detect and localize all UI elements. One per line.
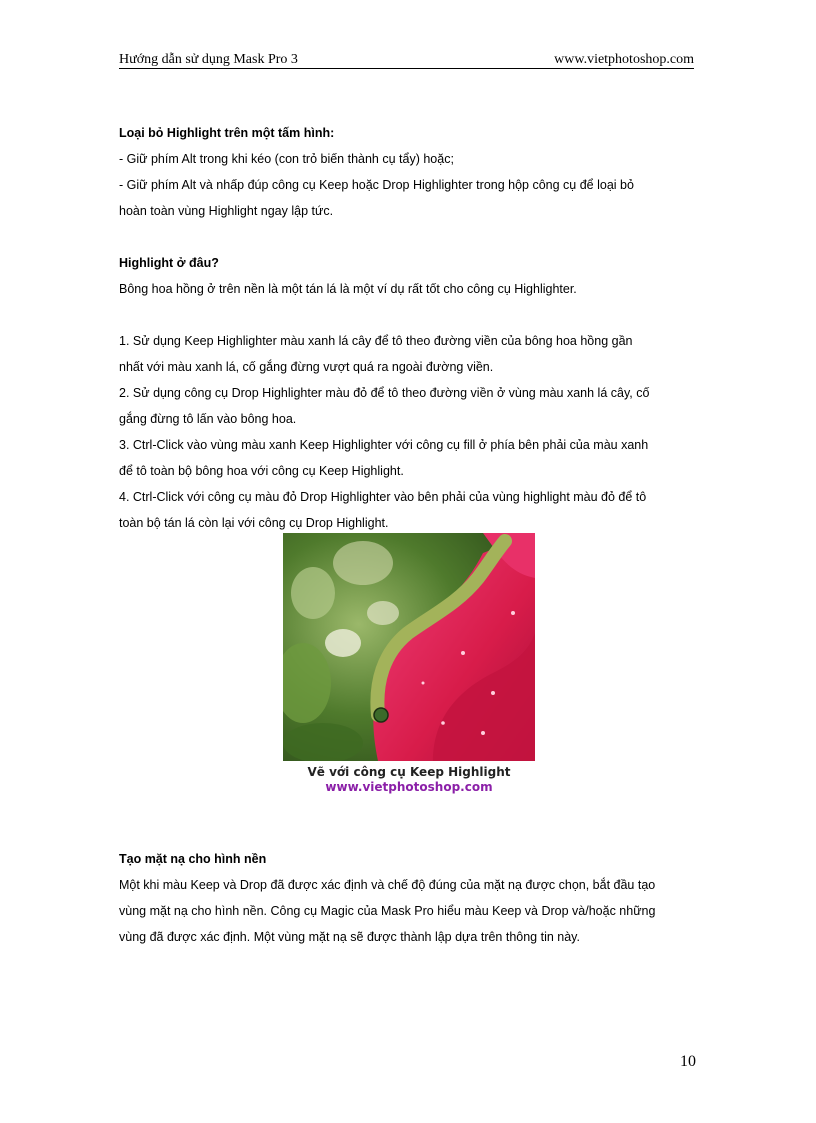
- step-line: 1. Sử dụng Keep Highlighter màu xanh lá cây để tô theo đường viền của bông hoa hồng gần: [119, 334, 633, 348]
- section-title-where-highlight: Highlight ở đâu?: [119, 256, 219, 270]
- text-line: - Giữ phím Alt trong khi kéo (con trỏ biến thành cụ tẩy) hoặc;: [119, 152, 454, 166]
- step-line: nhất với màu xanh lá, cố gắng đừng vượt quá ra ngoài đường viền.: [119, 360, 494, 374]
- step-line: để tô toàn bộ bông hoa với công cụ Keep Highlight.: [119, 464, 404, 478]
- text-line: hoàn toàn vùng Highlight ngay lập tức.: [119, 204, 334, 218]
- text-line: Một khi màu Keep và Drop đã được xác định và chế độ đúng của mặt nạ được chọn, bắt đầu tạo: [119, 878, 656, 892]
- section-title-remove-highlight: Loại bỏ Highlight trên một tấm hình:: [119, 126, 335, 140]
- page-number: 10: [680, 1053, 696, 1070]
- step-line: 2. Sử dụng công cụ Drop Highlighter màu đỏ để tô theo đường viền ở vùng màu xanh lá cây, cố: [119, 386, 650, 400]
- figure-caption: Vẽ với công cụ Keep Highlight: [307, 765, 511, 779]
- header-website: www.vietphotoshop.com: [554, 52, 694, 67]
- main-content: [119, 120, 699, 536]
- step-line: 4. Ctrl-Click với công cụ màu đỏ Drop Highlighter vào bên phải của vùng highlight màu đỏ để tô: [119, 490, 647, 504]
- page-header: [119, 52, 694, 69]
- figure-rose: [283, 533, 535, 794]
- rose-photo: [283, 533, 535, 761]
- figure-site: www.vietphotoshop.com: [325, 780, 493, 794]
- step-line: 3. Ctrl-Click vào vùng màu xanh Keep Highlighter với công cụ fill ở phía bên phải của màu xanh: [119, 438, 649, 452]
- section-title-mask: Tạo mặt nạ cho hình nền: [119, 852, 267, 866]
- text-line: vùng mặt nạ cho hình nền. Công cụ Magic của Mask Pro hiểu màu Keep và Drop và/hoặc những: [119, 904, 656, 918]
- text-line: Bông hoa hồng ở trên nền là một tán lá là một ví dụ rất tốt cho công cụ Highlighter.: [119, 282, 577, 296]
- header-title: Hướng dẫn sử dụng Mask Pro 3: [119, 52, 298, 67]
- text-line: vùng đã được xác định. Một vùng mặt nạ sẽ được thành lập dựa trên thông tin này.: [119, 930, 580, 944]
- mask-section: [119, 846, 709, 950]
- step-line: toàn bộ tán lá còn lại với công cụ Drop Highlight.: [119, 516, 389, 530]
- step-line: gắng đừng tô lấn vào bông hoa.: [119, 412, 297, 426]
- text-line: - Giữ phím Alt và nhấp đúp công cụ Keep hoặc Drop Highlighter trong hộp công cụ để loại bỏ: [119, 178, 634, 192]
